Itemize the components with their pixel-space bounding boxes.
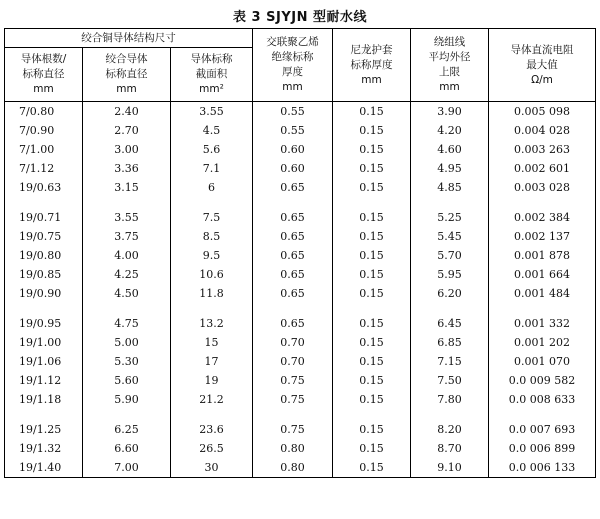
- table-row: [5, 208, 596, 227]
- table-cell: 0.15: [333, 284, 411, 303]
- table-cell: 0.75: [253, 420, 333, 439]
- header-line: mm: [116, 83, 137, 95]
- table-cell: 2.70: [83, 121, 171, 140]
- table-cell: 7/1.12: [5, 159, 83, 178]
- col-header-outer-diameter: [411, 29, 489, 102]
- table-cell: 6: [171, 178, 253, 197]
- table-cell: 6.60: [83, 439, 171, 458]
- col-header-cross-section: [171, 48, 253, 102]
- table-cell: 3.55: [83, 208, 171, 227]
- table-cell: 7.5: [171, 208, 253, 227]
- table-cell: 0.001 070: [514, 355, 571, 368]
- table-cell: 7/1.00: [5, 140, 83, 159]
- table-cell: 0.80: [253, 458, 333, 478]
- table-cell: 0.15: [333, 178, 411, 197]
- header-line: 标称厚度: [350, 58, 393, 71]
- table-cell: 0.15: [333, 333, 411, 352]
- table-cell: 7.50: [411, 371, 489, 390]
- spacer-cell: [171, 303, 253, 314]
- table-cell: 19/1.00: [5, 333, 83, 352]
- table-cell: 23.6: [171, 420, 253, 439]
- table-cell: 0.15: [333, 314, 411, 333]
- table-cell: 19/1.18: [5, 390, 83, 409]
- spacer-cell: [489, 197, 596, 208]
- table-cell: 0.15: [333, 121, 411, 140]
- header-line: 上限: [439, 66, 461, 78]
- table-cell: 0.65: [253, 314, 333, 333]
- table-cell: 0.70: [253, 352, 333, 371]
- table-cell: 7/0.80: [5, 102, 83, 122]
- table-cell: 6.85: [411, 333, 489, 352]
- table-body: [5, 102, 596, 478]
- table-cell: 0.002 384: [514, 211, 571, 224]
- header-line: 标称直径: [105, 68, 148, 80]
- header-line: mm: [282, 81, 303, 93]
- table-cell: 0.001 202: [514, 336, 571, 349]
- table-cell: 21.2: [171, 390, 253, 409]
- table-cell: 4.75: [83, 314, 171, 333]
- spacer-cell: [83, 409, 171, 420]
- table-cell: 0.001 484: [514, 287, 571, 300]
- table-row: [5, 140, 596, 159]
- spacer-cell: [333, 303, 411, 314]
- table-header: [5, 29, 596, 102]
- header-line: 导体标称: [190, 53, 233, 65]
- table-cell: 0.15: [333, 159, 411, 178]
- table-cell: 4.95: [411, 159, 489, 178]
- table-cell: 0.15: [333, 227, 411, 246]
- header-line: 绞合导体: [105, 53, 148, 65]
- table-row: [5, 314, 596, 333]
- table-row: [5, 246, 596, 265]
- header-line: 标称直径: [22, 68, 65, 80]
- table-cell: 0.60: [253, 159, 333, 178]
- spacer-cell: [83, 303, 171, 314]
- table-cell: 0.65: [253, 284, 333, 303]
- table-cell: 0.001 664: [514, 268, 571, 281]
- table-cell: 9.5: [171, 246, 253, 265]
- table-cell: 0.55: [253, 102, 333, 122]
- table-cell: 0.65: [253, 227, 333, 246]
- table-cell: 0.15: [333, 265, 411, 284]
- spacer-cell: [489, 303, 596, 314]
- table-cell: 9.10: [411, 458, 489, 478]
- table-cell: 4.50: [83, 284, 171, 303]
- table-cell: 0.0 006 899: [508, 442, 576, 455]
- table-cell: 5.00: [83, 333, 171, 352]
- col-header-insulation: [253, 29, 333, 102]
- table-cell: 6.20: [411, 284, 489, 303]
- table-cell: 26.5: [171, 439, 253, 458]
- table-cell: 3.55: [171, 102, 253, 122]
- table-cell: 0.80: [253, 439, 333, 458]
- table-row: [5, 333, 596, 352]
- table-cell: 19/1.12: [5, 371, 83, 390]
- table-cell: 4.60: [411, 140, 489, 159]
- table-cell: 7/0.90: [5, 121, 83, 140]
- spacer-cell: [171, 409, 253, 420]
- table-cell: 15: [171, 333, 253, 352]
- table-cell: 0.15: [333, 390, 411, 409]
- table-cell: 7.1: [171, 159, 253, 178]
- table-cell: 0.65: [253, 265, 333, 284]
- table-cell: 11.8: [171, 284, 253, 303]
- table-cell: 3.15: [83, 178, 171, 197]
- table-cell: 0.65: [253, 178, 333, 197]
- table-cell: 0.15: [333, 208, 411, 227]
- table-row: [5, 178, 596, 197]
- table-cell: 0.65: [253, 208, 333, 227]
- table-cell: 4.85: [411, 178, 489, 197]
- table-cell: 5.95: [411, 265, 489, 284]
- spacer-cell: [171, 197, 253, 208]
- table-cell: 7.80: [411, 390, 489, 409]
- col-header-sheath: [333, 29, 411, 102]
- table-cell: 0.0 007 693: [508, 423, 576, 436]
- table-cell: 0.0 008 633: [508, 393, 576, 406]
- table-cell: 0.001 878: [514, 249, 571, 262]
- table-row: [5, 284, 596, 303]
- table-cell: 10.6: [171, 265, 253, 284]
- header-line: mm: [361, 73, 382, 86]
- spacer-cell: [411, 303, 489, 314]
- table-row: [5, 265, 596, 284]
- table-cell: 19/1.32: [5, 439, 83, 458]
- table-cell: 0.005 098: [514, 105, 571, 118]
- table-cell: 5.6: [171, 140, 253, 159]
- spacer-cell: [5, 303, 83, 314]
- table-cell: 3.00: [83, 140, 171, 159]
- table-cell: 5.25: [411, 208, 489, 227]
- table-cell: 0.15: [333, 140, 411, 159]
- table-cell: 0.75: [253, 390, 333, 409]
- header-line: 最大值: [526, 58, 558, 71]
- header-line: 厚度: [282, 66, 304, 78]
- spacer-cell: [411, 197, 489, 208]
- table-cell: 3.90: [411, 102, 489, 122]
- table-cell: 0.0 006 133: [508, 461, 576, 474]
- table-cell: 8.20: [411, 420, 489, 439]
- cable-spec-table: [4, 28, 596, 478]
- table-row: [5, 121, 596, 140]
- spacer-cell: [253, 409, 333, 420]
- table-cell: 4.20: [411, 121, 489, 140]
- table-cell: 0.0 009 582: [508, 374, 576, 387]
- header-line: 导体直流电阻: [510, 43, 574, 56]
- header-line: 绕组线: [433, 36, 466, 48]
- table-title: 表 3 SJYJN 型耐水线: [233, 10, 367, 25]
- header-line: mm: [439, 81, 460, 93]
- table-cell: 13.2: [171, 314, 253, 333]
- group-spacer: [5, 197, 596, 208]
- spacer-cell: [411, 409, 489, 420]
- table-cell: 5.90: [83, 390, 171, 409]
- spacer-cell: [333, 197, 411, 208]
- table-cell: 8.70: [411, 439, 489, 458]
- spacer-cell: [489, 409, 596, 420]
- table-cell: 19/1.06: [5, 352, 83, 371]
- group-header-conductor: 绞合铜导体结构尺寸: [5, 29, 253, 48]
- header-line: 截面积: [195, 68, 228, 80]
- spacer-cell: [5, 197, 83, 208]
- header-line: mm: [33, 83, 54, 95]
- table-row: [5, 159, 596, 178]
- table-cell: 0.55: [253, 121, 333, 140]
- table-cell: 8.5: [171, 227, 253, 246]
- table-cell: 5.60: [83, 371, 171, 390]
- table-row: [5, 102, 596, 122]
- table-cell: 0.003 263: [514, 143, 571, 156]
- table-cell: 6.45: [411, 314, 489, 333]
- table-cell: 19/0.85: [5, 265, 83, 284]
- table-cell: 0.004 028: [514, 124, 571, 137]
- table-row: [5, 390, 596, 409]
- table-cell: 0.002 137: [514, 230, 571, 243]
- table-cell: 0.001 332: [514, 317, 571, 330]
- table-cell: 5.45: [411, 227, 489, 246]
- table-cell: 3.75: [83, 227, 171, 246]
- table-cell: 19/0.95: [5, 314, 83, 333]
- table-cell: 0.003 028: [514, 181, 571, 194]
- table-cell: 19/0.90: [5, 284, 83, 303]
- header-line: mm²: [199, 83, 224, 95]
- table-row: [5, 458, 596, 478]
- table-cell: 19/0.80: [5, 246, 83, 265]
- table-cell: 17: [171, 352, 253, 371]
- group-spacer: [5, 409, 596, 420]
- table-cell: 3.36: [83, 159, 171, 178]
- spacer-cell: [333, 409, 411, 420]
- header-line: 交联聚乙烯: [266, 36, 319, 48]
- table-cell: 0.65: [253, 246, 333, 265]
- header-line: 导体根数/: [20, 53, 67, 65]
- spacer-cell: [253, 303, 333, 314]
- table-row: [5, 420, 596, 439]
- table-cell: 19/0.75: [5, 227, 83, 246]
- table-row: [5, 439, 596, 458]
- header-line: 尼龙护套: [350, 43, 393, 56]
- table-cell: 0.75: [253, 371, 333, 390]
- table-cell: 4.5: [171, 121, 253, 140]
- table-cell: 4.00: [83, 246, 171, 265]
- table-row: [5, 371, 596, 390]
- table-cell: 6.25: [83, 420, 171, 439]
- table-cell: 5.30: [83, 352, 171, 371]
- table-cell: 0.15: [333, 420, 411, 439]
- header-line: 绝缘标称: [271, 51, 314, 63]
- table-cell: 0.15: [333, 458, 411, 478]
- table-cell: 0.15: [333, 371, 411, 390]
- spacer-cell: [5, 409, 83, 420]
- table-cell: 0.15: [333, 246, 411, 265]
- table-cell: 19/0.63: [5, 178, 83, 197]
- table-cell: 19/1.25: [5, 420, 83, 439]
- col-header-strand: [5, 48, 83, 102]
- table-cell: 30: [171, 458, 253, 478]
- table-row: [5, 227, 596, 246]
- header-line: 平均外径: [428, 51, 471, 63]
- table-row: [5, 352, 596, 371]
- table-cell: 19/0.71: [5, 208, 83, 227]
- table-cell: 4.25: [83, 265, 171, 284]
- spacer-cell: [83, 197, 171, 208]
- col-header-resistance: [489, 29, 596, 102]
- col-header-conductor-diameter: [83, 48, 171, 102]
- table-cell: 19: [171, 371, 253, 390]
- table-cell: 2.40: [83, 102, 171, 122]
- table-cell: 0.70: [253, 333, 333, 352]
- table-cell: 19/1.40: [5, 458, 83, 478]
- table-cell: 0.002 601: [514, 162, 571, 175]
- table-cell: 5.70: [411, 246, 489, 265]
- table-cell: 7.00: [83, 458, 171, 478]
- spacer-cell: [253, 197, 333, 208]
- header-line: Ω/m: [531, 73, 553, 86]
- table-cell: 0.15: [333, 439, 411, 458]
- table-cell: 0.15: [333, 352, 411, 371]
- group-spacer: [5, 303, 596, 314]
- table-cell: 7.15: [411, 352, 489, 371]
- table-cell: 0.60: [253, 140, 333, 159]
- table-cell: 0.15: [333, 102, 411, 122]
